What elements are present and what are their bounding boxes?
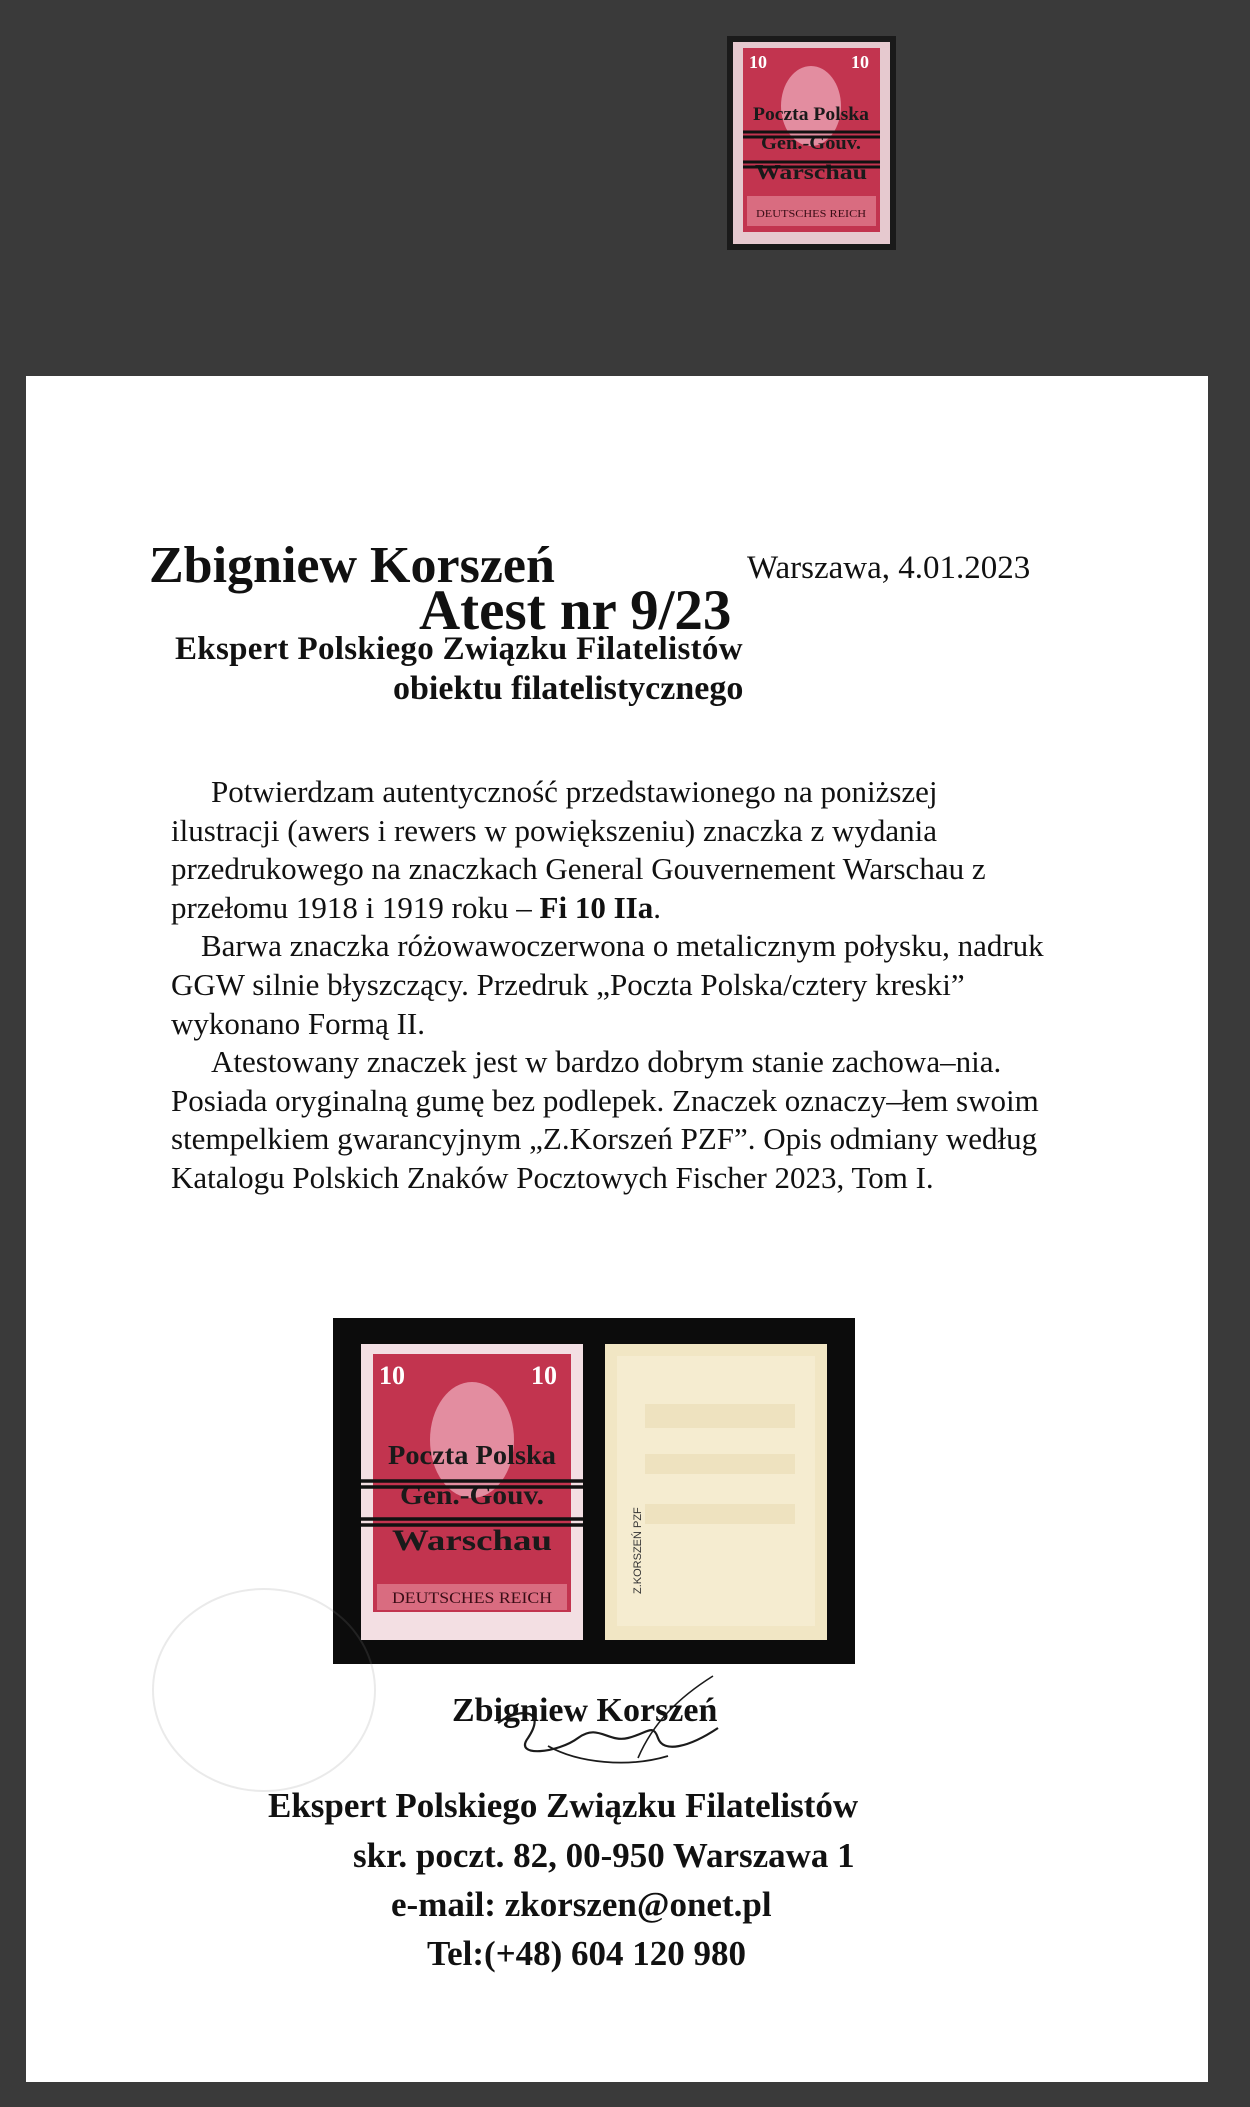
stamp-overprint-line3: Warschau (755, 160, 868, 184)
subject-subtitle: obiektu filatelistycznego (393, 670, 744, 707)
place-date: Warszawa, 4.01.2023 (747, 550, 1031, 586)
guarantee-mark: Z.KORSZEŃ PZF (632, 1507, 644, 1594)
catalog-number: Fi 10 IIa (539, 889, 654, 925)
stamp-front-large (361, 1344, 583, 1640)
stamp-large-value-right: 10 (531, 1361, 557, 1390)
stamp-large-overprint-line2: Gen.-Gouv. (400, 1480, 544, 1510)
footer-phone: Tel:(+48) 604 120 980 (427, 1934, 747, 1973)
stamp-value-right: 10 (851, 52, 869, 72)
stamp-large-value-left: 10 (379, 1361, 405, 1390)
stamp-front-small-image (727, 36, 896, 250)
stamp-bottom-text: DEUTSCHES REICH (756, 208, 867, 220)
faded-seal (152, 1588, 376, 1792)
body-paragraph-1: Potwierdzam autentyczność przedstawionego na poniższej ilustracji (awers i rewers w powiększeniu) znaczka z wydania przedrukowego na znaczkach General Gouvernement Warschau z przełomu 1918 i 1919 roku – Fi 10 IIa. (171, 774, 986, 925)
stamp-back-large (605, 1344, 827, 1640)
certificate-body (171, 773, 1051, 1198)
stamp-front-small (727, 36, 896, 250)
footer-email: e-mail: zkorszen@onet.pl (391, 1885, 772, 1924)
stamp-value-left: 10 (749, 52, 767, 72)
atest-title: Atest nr 9/23 (419, 579, 732, 642)
stamp-large-overprint-line1: Poczta Polska (388, 1440, 557, 1470)
stamp-illustration (333, 1318, 855, 1664)
expert-title: Ekspert Polskiego Związku Filatelistów (175, 631, 743, 667)
stamp-overprint-line2: Gen.-Gouv. (761, 133, 861, 154)
footer-expert-title: Ekspert Polskiego Związku Filatelistów (268, 1786, 859, 1825)
body-paragraph-2: Barwa znaczka różowawoczerwona o metalicznym połysku, nadruk GGW silnie błyszczący. Przedruk „Poczta Polska/cztery kreski” wykonano Formą II. (171, 928, 1044, 1041)
stamp-large-overprint-line3: Warschau (392, 1524, 552, 1557)
stamp-overprint-line1: Poczta Polska (753, 104, 870, 125)
body-paragraph-3: Atestowany znaczek jest w bardzo dobrym stanie zachowa–nia. Posiada oryginalną gumę bez podlepek. Znaczek oznaczy–łem swoim stempelkiem gwarancyjnym „Z.Korszeń PZF”. Opis odmiany według Katalogu Polskich Znaków Pocztowych Fischer 2023, Tom I. (171, 1044, 1039, 1195)
footer-address: skr. poczt. 82, 00-950 Warszawa 1 (353, 1836, 855, 1875)
stamp-large-bottom-text: DEUTSCHES REICH (392, 1590, 553, 1607)
expert-name-heading: Zbigniew Korszeń (149, 537, 555, 594)
signatory-name: Zbigniew Korszeń (452, 1692, 718, 1729)
